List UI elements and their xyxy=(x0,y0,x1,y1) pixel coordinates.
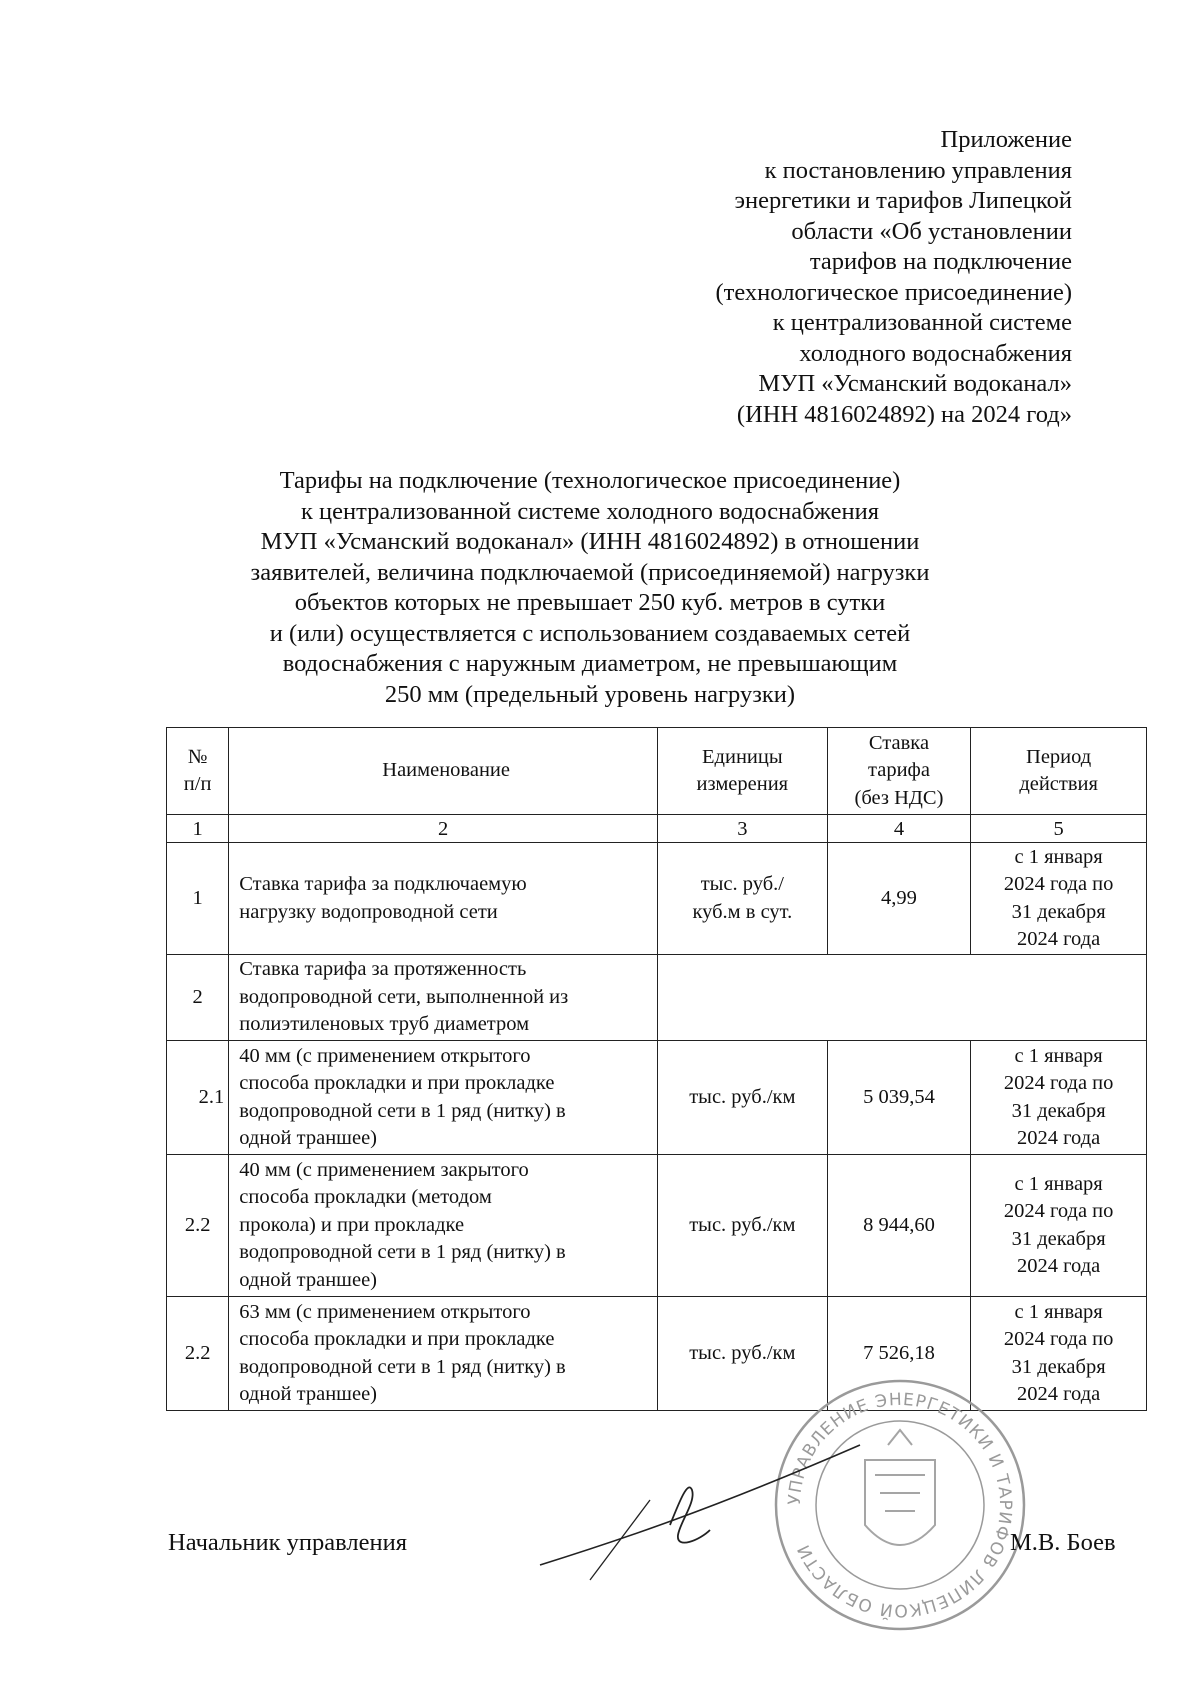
appendix-line: энергетики и тарифов Липецкой xyxy=(734,187,1072,214)
footer-position: Начальник управления xyxy=(168,1529,407,1556)
row-unit xyxy=(658,1041,828,1155)
row-period-line: 2024 года xyxy=(1017,1127,1101,1149)
header-unit-line: Единицы xyxy=(702,745,783,768)
header-period-line: действия xyxy=(1019,773,1098,795)
header-num xyxy=(167,728,229,815)
signature-icon xyxy=(530,1440,890,1590)
table-row xyxy=(167,955,1147,1041)
appendix-line: области «Об установлении xyxy=(791,217,1072,245)
row-name-line: водопроводной сети в 1 ряд (нитку) в xyxy=(239,1355,566,1378)
row-unit-line: тыс. руб./км xyxy=(689,1341,796,1364)
row-name-line: способа прокладки и при прокладке xyxy=(239,1072,555,1094)
row-name-line: 40 мм (с применением открытого xyxy=(239,1044,531,1067)
appendix-line: к централизованной системе xyxy=(772,309,1072,336)
row-period xyxy=(971,843,1147,955)
row-name-line: прокола) и при прокладке xyxy=(239,1213,465,1236)
table-row xyxy=(167,1155,1147,1297)
row-name-line: полиэтиленовых труб диаметром xyxy=(239,1013,530,1036)
row-period-line: 2024 года по xyxy=(1003,873,1114,895)
appendix-line: (ИНН 4816024892) на 2024 год» xyxy=(736,400,1072,428)
row-period-line: 2024 года по xyxy=(1003,1072,1114,1094)
appendix-line: МУП «Усманский водоканал» xyxy=(758,370,1072,397)
row-num: 1 xyxy=(167,843,229,955)
title-line: Тарифы на подключение (технологическое присоединение) xyxy=(279,467,901,494)
appendix-line: тарифов на подключение xyxy=(809,248,1072,275)
column-number-row xyxy=(167,815,1147,843)
row-name-line: способа прокладки (методом xyxy=(239,1186,492,1209)
header-rate-line: Ставка xyxy=(868,731,930,754)
header-period xyxy=(971,728,1147,815)
header-unit xyxy=(658,728,828,815)
table-row xyxy=(167,1041,1147,1155)
tariff-table xyxy=(166,727,1147,1411)
row-name-line: одной траншее) xyxy=(239,1127,377,1149)
row-period-line: 2024 года xyxy=(1017,1383,1101,1405)
footer-signer: М.В. Боев xyxy=(1010,1529,1116,1556)
row-num: 2 xyxy=(167,955,229,1041)
row-name-line: водопроводной сети, выполненной из xyxy=(239,985,569,1008)
row-name-line: 63 мм (с применением открытого xyxy=(239,1300,531,1323)
row-unit-line: тыс. руб./км xyxy=(689,1085,796,1108)
title-line: водоснабжения с наружным диаметром, не превышающим xyxy=(282,650,898,677)
appendix-block xyxy=(552,125,1072,430)
row-name xyxy=(229,1155,658,1297)
header-rate-line: тарифа xyxy=(868,759,930,782)
row-period-line: 31 декабря xyxy=(1011,1099,1106,1122)
title-line: к централизованной системе холодного водоснабжения xyxy=(301,497,879,525)
header-name xyxy=(229,728,658,815)
row-name-line: 40 мм (с применением закрытого xyxy=(239,1158,529,1181)
row-period-line: 2024 года по xyxy=(1003,1200,1114,1222)
title-line: заявителей, величина подключаемой (присоединяемой) нагрузки xyxy=(250,558,930,586)
row-name xyxy=(229,843,658,955)
row-rate: 8 944,60 xyxy=(827,1155,971,1297)
row-period xyxy=(971,1041,1147,1155)
row-name-line: водопроводной сети в 1 ряд (нитку) в xyxy=(239,1241,566,1264)
row-name xyxy=(229,1297,658,1411)
title-line: 250 мм (предельный уровень нагрузки) xyxy=(384,680,796,708)
row-rate: 7 526,18 xyxy=(827,1297,971,1411)
row-period-line: 2024 года xyxy=(1017,1255,1101,1277)
row-name-line: нагрузку водопроводной сети xyxy=(239,900,498,923)
row-period-line: с 1 января xyxy=(1014,1172,1103,1195)
row-rate: 4,99 xyxy=(827,843,971,955)
row-period xyxy=(971,1155,1147,1297)
appendix-line: (технологическое присоединение) xyxy=(715,278,1072,306)
col-number: 4 xyxy=(827,815,971,843)
header-rate-line: (без НДС) xyxy=(854,786,944,809)
header-num-line: № xyxy=(187,745,208,768)
row-period-line: 2024 года по xyxy=(1003,1328,1114,1350)
col-number: 3 xyxy=(658,815,828,843)
row-unit xyxy=(658,1155,828,1297)
col-number: 5 xyxy=(971,815,1147,843)
title-line: объектов которых не превышает 250 куб. метров в сутки xyxy=(294,589,886,616)
row-unit-line: тыс. руб./км xyxy=(689,1213,796,1236)
row-num: 2.1 xyxy=(167,1041,229,1155)
header-name-line: Наименование xyxy=(382,759,510,782)
row-name xyxy=(229,1041,658,1155)
row-period-line: 31 декабря xyxy=(1011,900,1106,923)
row-unit xyxy=(658,843,828,955)
row-period-line: 31 декабря xyxy=(1011,1355,1106,1378)
row-unit-line: куб.м в сут. xyxy=(692,900,793,923)
header-unit-line: измерения xyxy=(696,773,789,795)
table-header-row xyxy=(167,728,1147,815)
row-name-line: водопроводной сети в 1 ряд (нитку) в xyxy=(239,1099,566,1122)
header-period-line: Период xyxy=(1026,745,1092,768)
row-num: 2.2 xyxy=(167,1297,229,1411)
row-num: 2.2 xyxy=(167,1155,229,1297)
row-name-line: способа прокладки и при прокладке xyxy=(239,1328,555,1350)
row-name-line: Ставка тарифа за подключаемую xyxy=(239,873,527,895)
title-line: МУП «Усманский водоканал» (ИНН 4816024892) в отношении xyxy=(260,528,920,555)
title-line: и (или) осуществляется с использованием создаваемых сетей xyxy=(269,619,911,647)
row-name-line: Ставка тарифа за протяженность xyxy=(239,958,527,981)
row-period-line: 31 декабря xyxy=(1011,1227,1106,1250)
header-rate xyxy=(827,728,971,815)
row-period-line: с 1 января xyxy=(1014,1044,1103,1067)
row-name xyxy=(229,955,658,1041)
document-title xyxy=(160,466,1020,710)
row-period-line: с 1 января xyxy=(1014,845,1103,868)
row-unit-line: тыс. руб./ xyxy=(700,873,784,895)
appendix-line: холодного водоснабжения xyxy=(799,339,1072,367)
row-period-line: 2024 года xyxy=(1017,928,1101,950)
appendix-line: Приложение xyxy=(940,126,1072,153)
col-number: 2 xyxy=(229,815,658,843)
header-num-line: п/п xyxy=(183,773,212,795)
row-period-line: с 1 января xyxy=(1014,1300,1103,1323)
appendix-line: к постановлению управления xyxy=(764,156,1072,184)
table-row xyxy=(167,843,1147,955)
row-empty-cell xyxy=(658,955,1147,1041)
row-rate: 5 039,54 xyxy=(827,1041,971,1155)
stamp-text: УПРАВЛЕНИЕ ЭНЕРГЕТИКИ И ТАРИФОВ ЛИПЕЦКОЙ ОБЛАСТИ xyxy=(784,1389,1016,1621)
row-name-line: одной траншее) xyxy=(239,1383,377,1405)
col-number: 1 xyxy=(167,815,229,843)
row-name-line: одной траншее) xyxy=(239,1268,377,1291)
